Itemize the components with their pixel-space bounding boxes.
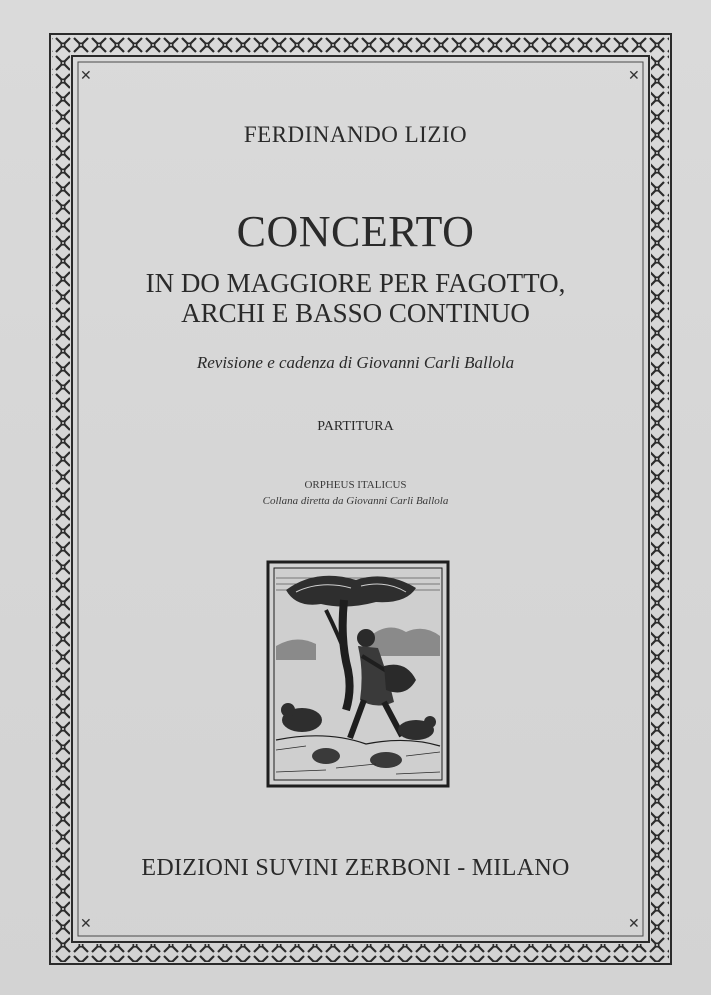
revision-credit: Revisione e cadenza di Giovanni Carli Ballola (196, 353, 515, 372)
series-editor: Collana diretta da Giovanni Carli Ballola (262, 495, 449, 507)
svg-text:✕: ✕ (80, 917, 92, 932)
work-subtitle-line2: ARCHI E BASSO CONTINUO (181, 298, 530, 328)
edition-type: PARTITURA (317, 419, 394, 434)
composer-name: FERDINANDO LIZIO (243, 122, 468, 147)
svg-text:✕: ✕ (628, 917, 640, 932)
work-subtitle-line1: IN DO MAGGIORE PER FAGOTTO, (145, 268, 566, 298)
svg-text:✕: ✕ (80, 69, 92, 84)
series-name: ORPHEUS ITALICUS (304, 479, 407, 491)
work-title: CONCERTO (236, 207, 475, 256)
woodcut-illustration (266, 560, 450, 788)
svg-text:✕: ✕ (628, 69, 640, 84)
publisher-imprint: EDIZIONI SUVINI ZERBONI - MILANO (141, 855, 570, 881)
